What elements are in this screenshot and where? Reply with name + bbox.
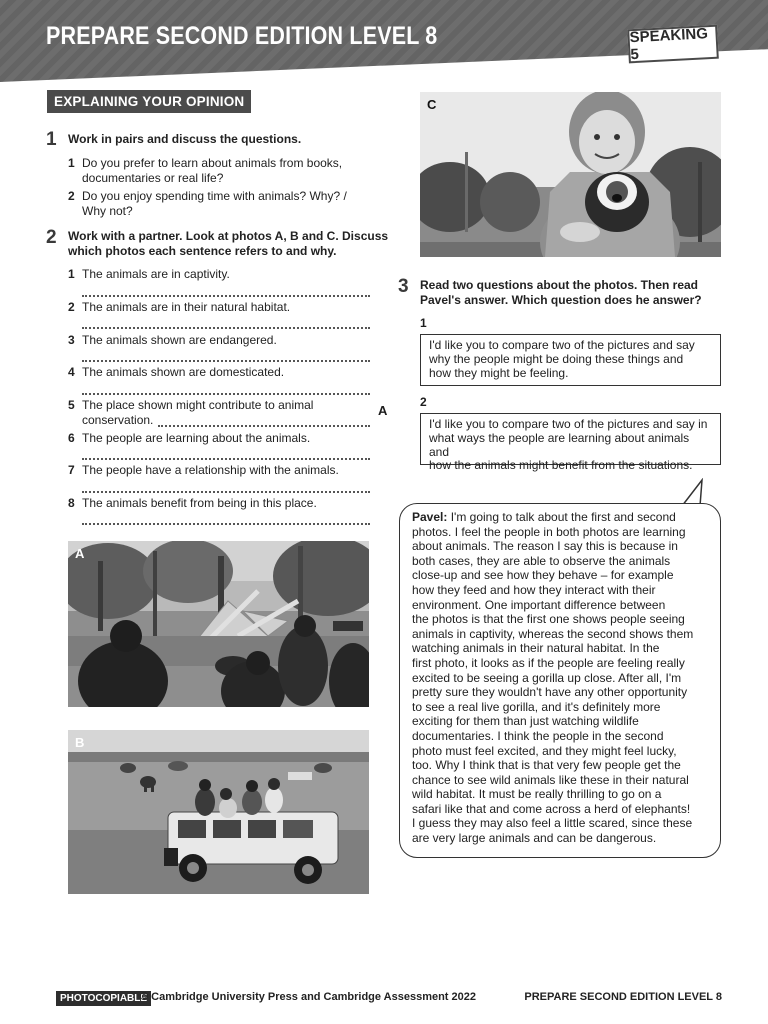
- answer-line-text: wild habitat. It must be really thrilling to go on a: [412, 787, 662, 802]
- section-label: EXPLAINING YOUR OPINION: [47, 90, 251, 113]
- statement-number: 7: [68, 463, 75, 477]
- question-line: I'd like you to compare two of the pictures and say: [429, 338, 695, 352]
- statement-number: 2: [68, 300, 75, 314]
- pavel-answer-bubble: [399, 503, 721, 858]
- answer-line-text: too. Why I think that is that very few people get the: [412, 758, 681, 773]
- answer-line[interactable]: [82, 458, 370, 460]
- statement-number: 5: [68, 398, 75, 412]
- answer-line-text: photo must feel excited, and they might feel lucky,: [412, 743, 677, 758]
- question-line: what ways the people are learning about animals and: [429, 430, 690, 459]
- exercise-2-statement: [68, 333, 368, 348]
- photo-b-image: [68, 730, 369, 894]
- question-text: Why not?: [82, 203, 133, 218]
- question-text: Do you prefer to learn about animals from books,: [82, 156, 343, 170]
- statement-text: The animals are in their natural habitat.: [82, 300, 291, 314]
- exercise-2-statement: [68, 300, 368, 315]
- answer-line[interactable]: [82, 360, 370, 362]
- statement-text: The people are learning about the animals.: [82, 431, 311, 445]
- exercise-1-question: [68, 156, 368, 186]
- photo-a-label: A: [75, 546, 85, 561]
- exercise-1-instruction: Work in pairs and discuss the questions.: [68, 132, 302, 146]
- photo-c-label: C: [427, 97, 437, 112]
- answer-line-text: I guess they may also feel a little scared, since these: [412, 816, 693, 831]
- exercise-2-statement: [68, 398, 368, 428]
- statement-number: 6: [68, 431, 75, 445]
- exercise-3-instruction: Pavel's answer. Which question does he answer?: [420, 292, 702, 307]
- exercise-3-instruction: Read two questions about the photos. Then read: [420, 278, 699, 292]
- statement-text: The animals are in captivity.: [82, 267, 230, 281]
- answer-line-text: photos. I feel the people in both photos are learning: [412, 524, 686, 539]
- page-title: PREPARE SECOND EDITION LEVEL 8: [46, 22, 438, 50]
- speaking-badge: SPEAKING 5: [627, 25, 719, 64]
- exercise-2-statement: [68, 267, 368, 282]
- exercise-2-number: 2: [46, 227, 57, 248]
- answer-marker: A: [378, 403, 388, 418]
- answer-text: I'm going to talk about the first and second: [447, 510, 676, 524]
- exercise-1-number: 1: [46, 129, 57, 150]
- answer-line[interactable]: [82, 523, 370, 525]
- answer-line-text: close-up and see how they behave – for example: [412, 568, 674, 583]
- answer-line[interactable]: [82, 295, 370, 297]
- question-number: 2: [68, 189, 75, 203]
- question-line: how the animals might benefit from the situations.: [429, 458, 693, 473]
- photo-c-image: [420, 92, 721, 257]
- question-line: I'd like you to compare two of the pictures and say in: [429, 417, 708, 431]
- answer-line-text: excited to be seeing a gorilla up close. After all, I'm: [412, 670, 682, 685]
- exercise-2-statement: [68, 431, 368, 446]
- statement-text: The people have a relationship with the animals.: [82, 463, 339, 477]
- answer-line[interactable]: [82, 393, 370, 395]
- answer-line-text: the photos is that the first one shows people seeing: [412, 612, 685, 627]
- answer-line-text: to see a real live gorilla, and it's definitely more: [412, 699, 661, 714]
- statement-number: 8: [68, 496, 75, 510]
- answer-line-text: about animals. The reason I say this is because in: [412, 539, 678, 554]
- question-box-1: [420, 334, 721, 386]
- exercise-3-number: 3: [398, 276, 409, 297]
- question-box-2: [420, 413, 721, 473]
- answer-line[interactable]: [82, 327, 370, 329]
- photo-b: [68, 730, 369, 894]
- question-text: documentaries or real life?: [82, 170, 224, 185]
- footer-title: PREPARE SECOND EDITION LEVEL 8: [524, 991, 722, 1003]
- photocopiable-badge: PHOTOCOPIABLE: [56, 991, 151, 1006]
- statement-number: 1: [68, 267, 75, 281]
- question-line: why the people might be doing these things and: [429, 351, 684, 366]
- exercise-2-statement: [68, 496, 368, 511]
- statement-number: 4: [68, 365, 75, 379]
- exercise-1-question: [68, 189, 368, 219]
- answer-line-text: chance to see wild animals like these in their natural: [412, 772, 689, 787]
- answer-line-text: [412, 510, 708, 525]
- answer-line-text: first photo, it looks as if the people are feeling really: [412, 655, 685, 670]
- exercise-2-statement: [68, 463, 368, 478]
- statement-number: 3: [68, 333, 75, 347]
- photo-c: [420, 92, 721, 257]
- answer-line-text: animals in captivity, whereas the second shows them: [412, 626, 694, 641]
- answer-line-text: both cases, they are able to observe the animals: [412, 553, 671, 568]
- answer-line-text: documentaries. I think the people in the second: [412, 728, 664, 743]
- question-line: how they might be feeling.: [429, 365, 569, 380]
- question-number: 1: [420, 316, 427, 330]
- exercise-2-instruction: Work with a partner. Look at photos A, B and C. Discuss: [68, 229, 389, 243]
- photo-a: [68, 541, 369, 707]
- question-number: 2: [420, 395, 427, 409]
- answer-line-text: environment. One important difference between: [412, 597, 666, 612]
- speaker-name: Pavel:: [412, 510, 448, 524]
- question-text: Do you enjoy spending time with animals? Why? /: [82, 189, 347, 203]
- answer-line-text: are very large animals and can be dangerous.: [412, 831, 657, 846]
- statement-text: The place shown might contribute to animal: [82, 398, 314, 412]
- photo-a-image: [68, 541, 369, 707]
- answer-line[interactable]: [158, 425, 370, 427]
- exercise-2-statement: [68, 365, 368, 380]
- answer-line-text: how they feed and how they interact with their: [412, 582, 656, 597]
- photo-b-label: B: [75, 735, 85, 750]
- statement-text: The animals shown are domesticated.: [82, 365, 285, 379]
- answer-line-text: exciting for them than just watching wildlife: [412, 714, 639, 729]
- question-number: 1: [68, 156, 75, 170]
- statement-text: The animals benefit from being in this place.: [82, 496, 317, 510]
- exercise-2-instruction: which photos each sentence refers to and why.: [68, 243, 337, 258]
- answer-line-text: pretty sure they wouldn't have any other opportunity: [412, 685, 688, 700]
- answer-line-text: watching animals in their natural habitat. In the: [412, 641, 660, 656]
- copyright-text: © Cambridge University Press and Cambridge Assessment 2022: [140, 991, 476, 1003]
- answer-line[interactable]: [82, 491, 370, 493]
- statement-text: The animals shown are endangered.: [82, 333, 277, 347]
- statement-text: conservation.: [82, 412, 154, 427]
- answer-line-text: safari like that and come across a herd of elephants!: [412, 801, 691, 816]
